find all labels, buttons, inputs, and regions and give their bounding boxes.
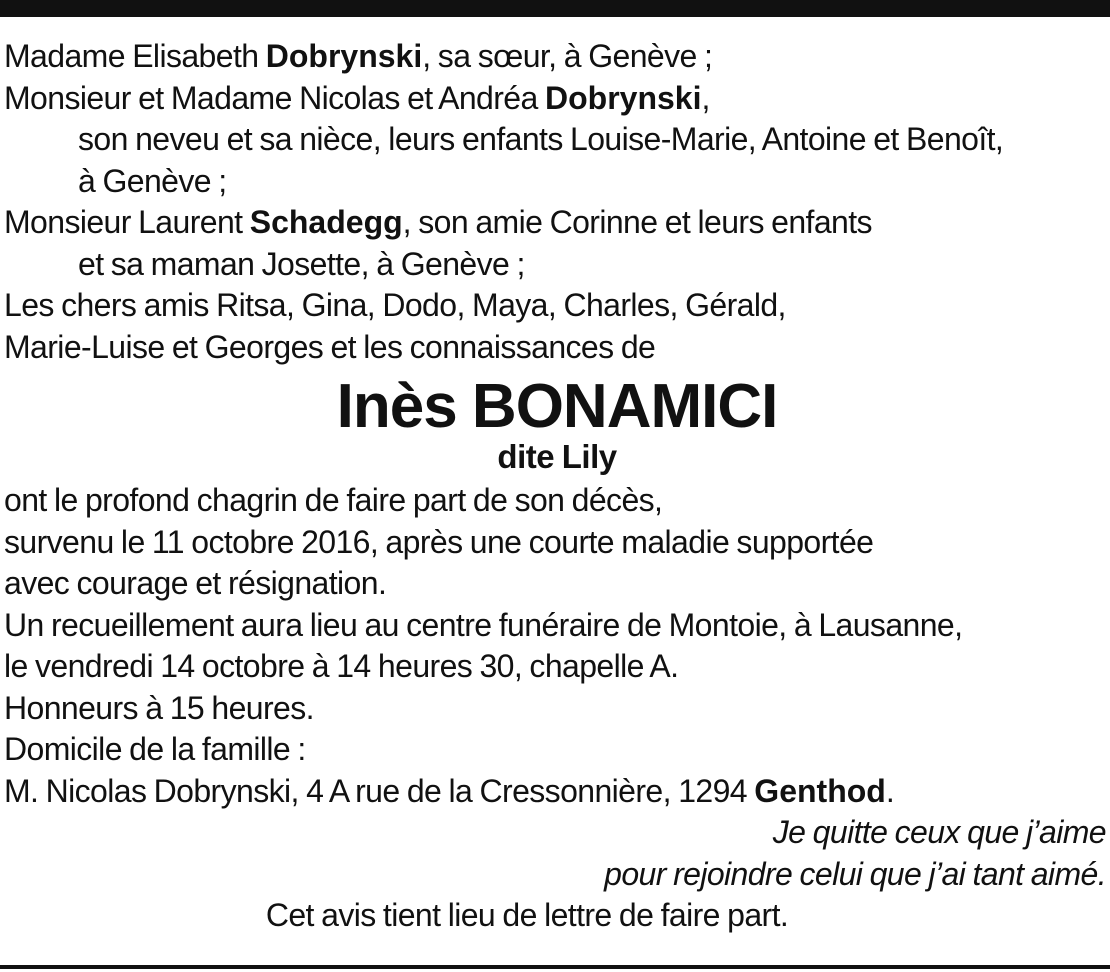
announcement-line: avec courage et résignation. [4, 565, 387, 601]
surname: Dobrynski [544, 79, 702, 116]
family-line-nephew-continued: son neveu et sa nièce, leurs enfants Louise-Marie, Antoine et Benoît, [78, 121, 1004, 157]
announcement-line: survenu le 11 octobre 2016, après une courte maladie supportée [4, 523, 874, 560]
family-line-nephew: Monsieur et Madame Nicolas et Andréa Dobrynski, [4, 79, 710, 116]
deceased-name: Inès BONAMICI [336, 372, 778, 441]
announcement-text [4, 480, 1110, 812]
family-line-sister: Madame Elisabeth Dobrynski, sa sœur, à Genève ; [4, 38, 713, 74]
surname: Dobrynski [265, 38, 423, 74]
death-notice [4, 36, 1110, 937]
deceased-nickname: dite Lily [497, 438, 617, 475]
family-line-nephew-place: à Genève ; [78, 162, 227, 199]
announcement-line: le vendredi 14 octobre à 14 heures 30, chapelle A. [4, 648, 679, 684]
family-line-laurent-continued: et sa maman Josette, à Genève ; [78, 245, 525, 282]
announcement-line: Domicile de la famille : [4, 731, 306, 767]
family-address: M. Nicolas Dobrynski, 4 A rue de la Cressonnière, 1294 Genthod. [4, 772, 895, 809]
top-border-rule [0, 0, 1110, 17]
poem-line-1: Je quitte ceux que j’aime [772, 814, 1106, 850]
friends-line: Les chers amis Ritsa, Gina, Dodo, Maya, Charles, Gérald, [4, 287, 786, 323]
surname: Schadegg [249, 204, 403, 240]
announcement-line: Honneurs à 15 heures. [4, 689, 314, 726]
family-line-laurent: Monsieur Laurent Schadegg, son amie Corinne et leurs enfants [4, 204, 872, 240]
poem-line-2: pour rejoindre celui que j’ai tant aimé. [604, 855, 1106, 892]
announcement-line: Un recueillement aura lieu au centre funéraire de Montoie, à Lausanne, [4, 606, 963, 643]
footer-note: Cet avis tient lieu de lettre de faire part. [265, 897, 789, 933]
friends-line-continued: Marie-Luise et Georges et les connaissances de [4, 328, 656, 365]
bottom-border-rule [0, 965, 1110, 969]
deceased-name-block [4, 372, 1110, 476]
town-name: Genthod [754, 772, 886, 809]
announcement-line: ont le profond chagrin de faire part de son décès, [4, 482, 663, 518]
